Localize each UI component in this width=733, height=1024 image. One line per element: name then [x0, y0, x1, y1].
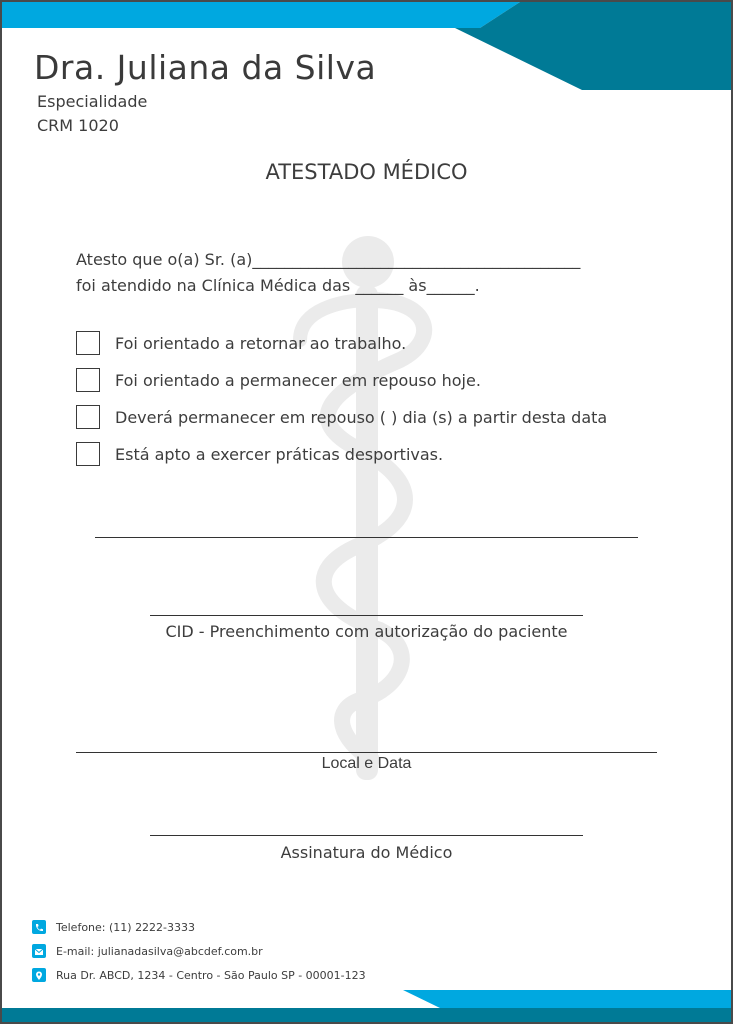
document-title: ATESTADO MÉDICO	[265, 160, 468, 184]
checkbox-fit-sports[interactable]	[76, 442, 100, 466]
free-text-line[interactable]	[95, 537, 638, 538]
signature-line[interactable]	[150, 835, 583, 836]
checklist-label: Foi orientado a retornar ao trabalho.	[115, 334, 407, 353]
footer-band-light	[403, 990, 731, 1008]
location-pin-icon	[32, 968, 46, 982]
checkbox-rest-days[interactable]	[76, 405, 100, 429]
local-date-line[interactable]	[76, 752, 657, 753]
attest-line-1: Atesto que o(a) Sr. (a)_________________________________________	[76, 250, 581, 269]
specialty: Especialidade	[37, 92, 148, 111]
checkbox-return-work[interactable]	[76, 331, 100, 355]
checklist-label: Foi orientado a permanecer em repouso hoje.	[115, 371, 481, 390]
cid-label: CID - Preenchimento com autorização do paciente	[165, 622, 568, 641]
phone-icon	[32, 920, 46, 934]
footer-phone: Telefone: (11) 2222-3333	[56, 921, 196, 934]
doctor-name: Dra. Juliana da Silva	[34, 48, 377, 87]
cid-field-line[interactable]	[150, 615, 583, 616]
checklist-label: Está apto a exercer práticas desportivas.	[115, 445, 444, 464]
header-band-light	[2, 2, 520, 28]
caduceus-watermark-icon	[300, 236, 424, 780]
footer-address: Rua Dr. ABCD, 1234 - Centro - São Paulo SP - 00001-123	[56, 969, 366, 982]
footer-email: E-mail: julianadasilva@abcdef.com.br	[56, 945, 263, 958]
mail-icon	[32, 944, 46, 958]
checklist-label: Deverá permanecer em repouso ( ) dia (s) a partir desta data	[115, 408, 608, 427]
footer-band-dark	[2, 1008, 731, 1022]
checkbox-rest-today[interactable]	[76, 368, 100, 392]
local-date-label: Local e Data	[321, 755, 412, 772]
crm-number: CRM 1020	[37, 116, 119, 135]
attest-line-2: foi atendido na Clínica Médica das ______ às______.	[76, 276, 480, 295]
signature-label: Assinatura do Médico	[280, 843, 453, 862]
